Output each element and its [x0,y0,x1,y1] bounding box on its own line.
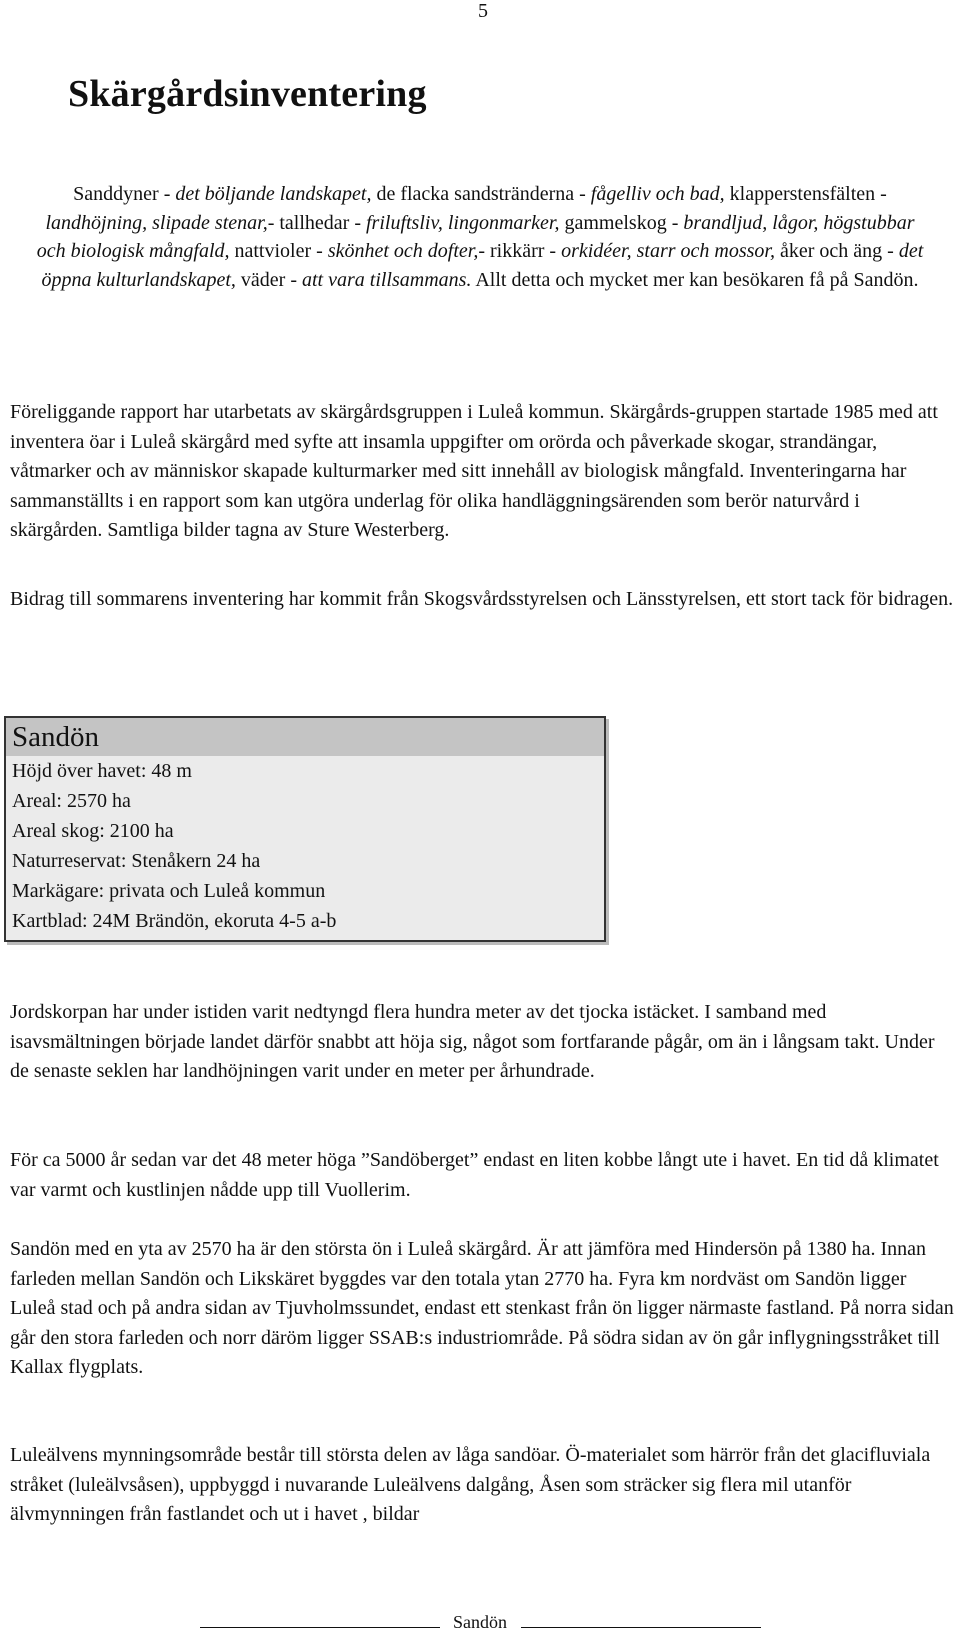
intro-italic-phrase: landhöjning, slipade stenar, [45,211,268,234]
footer-rule-right [521,1613,761,1628]
paragraph-report-info: Föreliggande rapport har utarbetats av skärgårdsgruppen i Luleå kommun. Skärgårds-gruppen startade 1985 med att inventera öar i Luleå skärgård med syfte att insamla uppgifter om orörda och påverkade skogar, strandängar, våtmarker och av människor skapade kulturmarker med sitt innehåll av biologisk mångfald. Inventeringarna har sammanställts i en rapport som kan utgöra underlag för olika handläggningsärenden som berör naturvård i skärgården. Samtliga bilder tagna av Sture Westerberg. [10,401,938,541]
page-title: Skärgårdsinventering [68,73,427,115]
paragraph-river-mouth: Luleälvens mynningsområde består till största delen av låga sandöar. Ö-materialet som härrör från det glacifluviala stråket (luleälvsåsen), uppbyggd i nuvarande Luleälvens dalgång, Åsen som sträcker sig flera mil utanför älvmynningen från fastlandet och ut i havet , bildar [10,1444,931,1525]
intro-text: väder - [235,268,302,291]
intro-paragraph [30,180,930,294]
paragraph-history: För ca 5000 år sedan var det 48 meter höga ”Sandöberget” endast en liten kobbe långt ute i havet. En tid då klimatet var varmt och kustlinjen nådde upp till Vuollerim. [10,1149,939,1201]
paragraph-land-uplift: Jordskorpan har under istiden varit nedtyngd flera hundra meter av det tjocka istäcket. I samband med isavsmältningen började landet därför snabbt att höja sig, något som fortfarande pågår, om än i långsam takt. Under de senaste seklen har landhöjningen varit under en meter per århundrade. [10,1001,935,1082]
intro-italic-phrase: det öppna kulturlandskapet, [41,240,924,291]
page-number: 5 [478,0,488,22]
facts-box-row: Höjd över havet: 48 m [12,760,192,782]
intro-italic-phrase: orkidéer, starr och mossor, [561,240,775,262]
intro-text: åker och äng - [774,240,899,262]
facts-box-heading: Sandön [6,718,604,756]
intro-text: nattvioler - [229,240,328,262]
facts-box-row: Naturreservat: Stenåkern 24 ha [12,850,261,872]
paragraph-geography: Sandön med en yta av 2570 ha är den största ön i Luleå skärgård. Är att jämföra med Hindersön på 1380 ha. Innan farleden mellan Sandön och Likskäret byggdes var den totala ytan 2770 ha. Fyra km nordväst om Sandön ligger Luleå stad och på andra sidan av Tjuvholmssundet, endast ett stenkast från ön ligger närmaste fastland. På norra sidan går den stora farleden och norr däröm ligger SSAB:s industriområde. På södra sidan av ön går inflygningsstråket till Kallax flygplats. [10,1238,954,1378]
intro-text: Sanddyner - [73,183,176,205]
intro-text: Allt detta och mycket mer kan besökaren få på Sandön. [471,268,919,291]
facts-box-row: Kartblad: 24M Brändön, ekoruta 4-5 a-b [12,910,337,932]
facts-box [4,716,606,942]
intro-text: de flacka sandstränderna - [371,183,591,205]
intro-italic-phrase: det böljande landskapet, [175,183,372,205]
facts-box-row: Markägare: privata och Luleå kommun [12,880,326,902]
paragraph-contributions: Bidrag till sommarens inventering har kommit från Skogsvårdsstyrelsen och Länsstyrelsen, ett stort tack för bidragen. [10,588,954,610]
footer-label: Sandön [453,1612,507,1632]
footer-rule-left [200,1613,440,1628]
intro-text: - rikkärr - [478,240,562,262]
facts-box-row: Areal skog: 2100 ha [12,820,174,842]
facts-box-row: Areal: 2570 ha [12,790,131,812]
intro-text: klapperstensfälten - [724,183,887,205]
intro-text: gammelskog - [559,211,684,234]
intro-text: - tallhedar - [267,211,366,234]
intro-italic-phrase: att vara tillsammans. [301,268,472,291]
intro-italic-phrase: fågelliv och bad, [590,183,725,205]
intro-italic-phrase: brandljud, lågor, högstubbar och biologisk mångfald, [36,211,915,262]
page-footer [0,1612,960,1633]
intro-italic-phrase: friluftsliv, lingonmarker, [365,211,560,234]
intro-italic-phrase: skönhet och dofter, [327,240,479,262]
